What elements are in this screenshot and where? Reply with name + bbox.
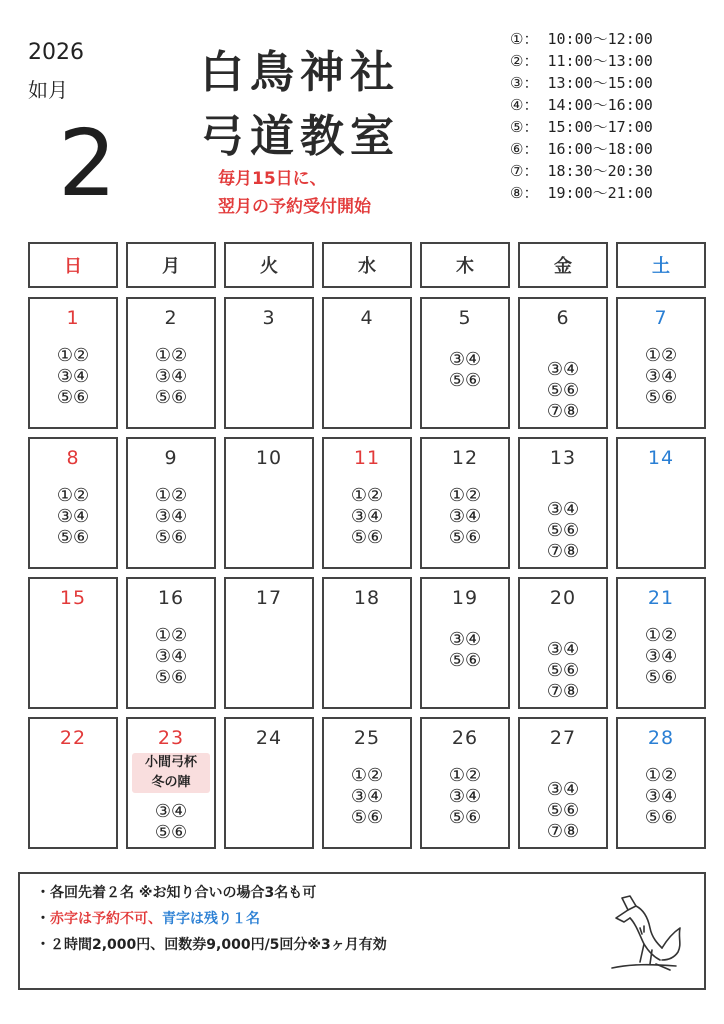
day-cell[interactable]: [616, 577, 706, 709]
slot-marks: [618, 625, 704, 688]
day-number: 25: [353, 727, 381, 749]
slot-mark-row: ⑤⑥: [56, 527, 90, 548]
slot-marks: [128, 485, 214, 548]
day-cell[interactable]: [224, 717, 314, 849]
slot-mark-row: ①②: [644, 345, 678, 366]
note-blue-legend: 青字は残り１名: [162, 911, 260, 927]
title-shrine-name: 白鳥神社: [200, 47, 400, 98]
day-number: 6: [556, 307, 570, 329]
slot-mark-row: ⑤⑥: [448, 807, 482, 828]
slot-mark-row: ③④: [448, 506, 482, 527]
day-cell[interactable]: [616, 297, 706, 429]
day-number: 20: [549, 587, 577, 609]
slot-mark-row: ③④: [546, 499, 580, 520]
reservation-notice-line2: 翌月の予約受付開始: [218, 197, 371, 217]
slot-mark-row: ⑦⑧: [546, 401, 580, 422]
day-number: 19: [451, 587, 479, 609]
slot-mark-row: ①②: [154, 485, 188, 506]
slot-mark-row: ①②: [56, 485, 90, 506]
slot-mark-row: ③④: [644, 366, 678, 387]
weekday-header: 土: [616, 242, 706, 288]
slot-mark-row: ⑤⑥: [154, 527, 188, 548]
slot-marks: [324, 485, 410, 548]
weekday-header: 日: [28, 242, 118, 288]
month-number: 2: [58, 110, 117, 217]
day-cell[interactable]: [126, 577, 216, 709]
day-number: 9: [164, 447, 178, 469]
day-number: 24: [255, 727, 283, 749]
day-cell[interactable]: [224, 577, 314, 709]
fox-mascot-icon: [600, 888, 690, 978]
time-slot: ④： 14:00〜16:00: [510, 96, 653, 114]
time-slot: ⑦： 18:30〜20:30: [510, 162, 653, 180]
day-number: 26: [451, 727, 479, 749]
slot-mark-row: ⑤⑥: [448, 527, 482, 548]
day-number: 27: [549, 727, 577, 749]
title-class-name: 弓道教室: [200, 111, 400, 162]
day-number: 28: [647, 727, 675, 749]
slot-mark-row: ①②: [350, 765, 384, 786]
slot-mark-row: ③④: [644, 786, 678, 807]
day-cell[interactable]: [28, 577, 118, 709]
event-badge: [132, 753, 210, 793]
slot-mark-row: ⑤⑥: [56, 387, 90, 408]
reservation-notice-line1: 毎月15日に、: [218, 169, 327, 189]
day-cell[interactable]: [322, 437, 412, 569]
slot-mark-row: ③④: [154, 801, 188, 822]
slot-mark-row: ③④: [448, 349, 482, 370]
slot-mark-row: ⑦⑧: [546, 541, 580, 562]
slot-mark-row: ③④: [448, 786, 482, 807]
slot-marks: [618, 345, 704, 408]
slot-mark-row: ⑦⑧: [546, 681, 580, 702]
slot-mark-row: ⑤⑥: [644, 807, 678, 828]
slot-mark-row: ③④: [448, 629, 482, 650]
slot-mark-row: ⑤⑥: [154, 667, 188, 688]
day-cell[interactable]: [28, 437, 118, 569]
day-cell[interactable]: [322, 297, 412, 429]
day-number: 5: [458, 307, 472, 329]
day-cell[interactable]: [616, 437, 706, 569]
slot-mark-row: ③④: [154, 646, 188, 667]
slot-marks: [128, 801, 214, 843]
weekday-header: 水: [322, 242, 412, 288]
slot-mark-row: ③④: [546, 779, 580, 800]
slot-mark-row: ①②: [56, 345, 90, 366]
day-cell[interactable]: [28, 717, 118, 849]
day-number: 4: [360, 307, 374, 329]
day-cell[interactable]: [616, 717, 706, 849]
slot-mark-row: ③④: [56, 506, 90, 527]
weekday-header: 金: [518, 242, 608, 288]
time-slot: ③： 13:00〜15:00: [510, 74, 653, 92]
note-pricing: ・２時間2,000円、回数券9,000円/5回分※3ヶ月有効: [36, 937, 387, 953]
slot-mark-row: ①②: [448, 485, 482, 506]
slot-marks: [520, 499, 606, 562]
slot-mark-row: ③④: [154, 366, 188, 387]
slot-marks: [30, 345, 116, 408]
slot-mark-row: ⑤⑥: [448, 650, 482, 671]
day-number: 16: [157, 587, 185, 609]
day-number: 2: [164, 307, 178, 329]
slot-mark-row: ①②: [154, 625, 188, 646]
slot-mark-row: ⑤⑥: [350, 807, 384, 828]
day-number: 21: [647, 587, 675, 609]
day-cell[interactable]: [224, 437, 314, 569]
slot-mark-row: ⑤⑥: [644, 387, 678, 408]
slot-mark-row: ③④: [644, 646, 678, 667]
day-cell[interactable]: [28, 297, 118, 429]
slot-marks: [30, 485, 116, 548]
notes-box: [18, 872, 706, 990]
day-number: 23: [157, 727, 185, 749]
day-number: 11: [353, 447, 381, 469]
slot-mark-row: ③④: [546, 359, 580, 380]
slot-marks: [618, 765, 704, 828]
weekday-header: 木: [420, 242, 510, 288]
slot-mark-row: ③④: [56, 366, 90, 387]
time-slot: ②： 11:00〜13:00: [510, 52, 653, 70]
day-number: 3: [262, 307, 276, 329]
day-cell[interactable]: [420, 297, 510, 429]
slot-mark-row: ③④: [350, 786, 384, 807]
weekday-header: 月: [126, 242, 216, 288]
slot-mark-row: ①②: [350, 485, 384, 506]
slot-mark-row: ①②: [644, 765, 678, 786]
time-slot: ⑧： 19:00〜21:00: [510, 184, 653, 202]
day-number: 7: [654, 307, 668, 329]
day-cell[interactable]: [518, 297, 608, 429]
note-color-legend: [36, 908, 260, 928]
slot-mark-row: ③④: [154, 506, 188, 527]
day-number: 15: [59, 587, 87, 609]
time-slot: ①： 10:00〜12:00: [510, 30, 653, 48]
slot-mark-row: ⑤⑥: [546, 520, 580, 541]
day-number: 8: [66, 447, 80, 469]
slot-marks: [324, 765, 410, 828]
slot-marks: [520, 639, 606, 702]
slot-mark-row: ③④: [350, 506, 384, 527]
slot-marks: [422, 765, 508, 828]
day-number: 18: [353, 587, 381, 609]
day-cell[interactable]: [420, 717, 510, 849]
day-cell[interactable]: [126, 437, 216, 569]
slot-mark-row: ①②: [154, 345, 188, 366]
day-number: 1: [66, 307, 80, 329]
slot-mark-row: ⑤⑥: [350, 527, 384, 548]
slot-marks: [520, 779, 606, 842]
slot-mark-row: ⑤⑥: [448, 370, 482, 391]
slot-mark-row: ⑦⑧: [546, 821, 580, 842]
day-number: 10: [255, 447, 283, 469]
day-cell[interactable]: [420, 437, 510, 569]
day-cell[interactable]: [126, 297, 216, 429]
slot-marks: [128, 625, 214, 688]
event-label: 冬の陣: [151, 775, 191, 790]
slot-mark-row: ⑤⑥: [546, 660, 580, 681]
year-label: 2026: [28, 40, 84, 65]
slot-mark-row: ⑤⑥: [154, 822, 188, 843]
slot-mark-row: ①②: [448, 765, 482, 786]
month-name-label: 如月: [28, 78, 68, 102]
slot-mark-row: ⑤⑥: [644, 667, 678, 688]
slot-mark-row: ⑤⑥: [546, 380, 580, 401]
day-cell[interactable]: [420, 577, 510, 709]
day-cell[interactable]: [322, 717, 412, 849]
slot-marks: [422, 349, 508, 391]
note-bullet: ・: [36, 911, 50, 927]
day-number: 14: [647, 447, 675, 469]
slot-mark-row: ⑤⑥: [154, 387, 188, 408]
weekday-header: 火: [224, 242, 314, 288]
day-number: 12: [451, 447, 479, 469]
time-slot: ⑤： 15:00〜17:00: [510, 118, 653, 136]
event-label: 小間弓杯: [144, 755, 197, 770]
day-cell[interactable]: [126, 717, 216, 849]
day-cell[interactable]: [518, 577, 608, 709]
day-number: 13: [549, 447, 577, 469]
note-capacity: ・各回先着２名 ※お知り合いの場合3名も可: [36, 885, 317, 901]
note-red-legend: 赤字は予約不可、: [50, 911, 162, 927]
day-cell[interactable]: [518, 717, 608, 849]
slot-marks: [422, 629, 508, 671]
day-cell[interactable]: [224, 297, 314, 429]
time-slot: ⑥： 16:00〜18:00: [510, 140, 653, 158]
slot-marks: [128, 345, 214, 408]
slot-mark-row: ③④: [546, 639, 580, 660]
slot-mark-row: ⑤⑥: [546, 800, 580, 821]
day-cell[interactable]: [322, 577, 412, 709]
day-number: 22: [59, 727, 87, 749]
slot-marks: [520, 359, 606, 422]
day-cell[interactable]: [518, 437, 608, 569]
day-number: 17: [255, 587, 283, 609]
slot-mark-row: ①②: [644, 625, 678, 646]
time-slot-list: [510, 28, 653, 204]
slot-marks: [422, 485, 508, 548]
